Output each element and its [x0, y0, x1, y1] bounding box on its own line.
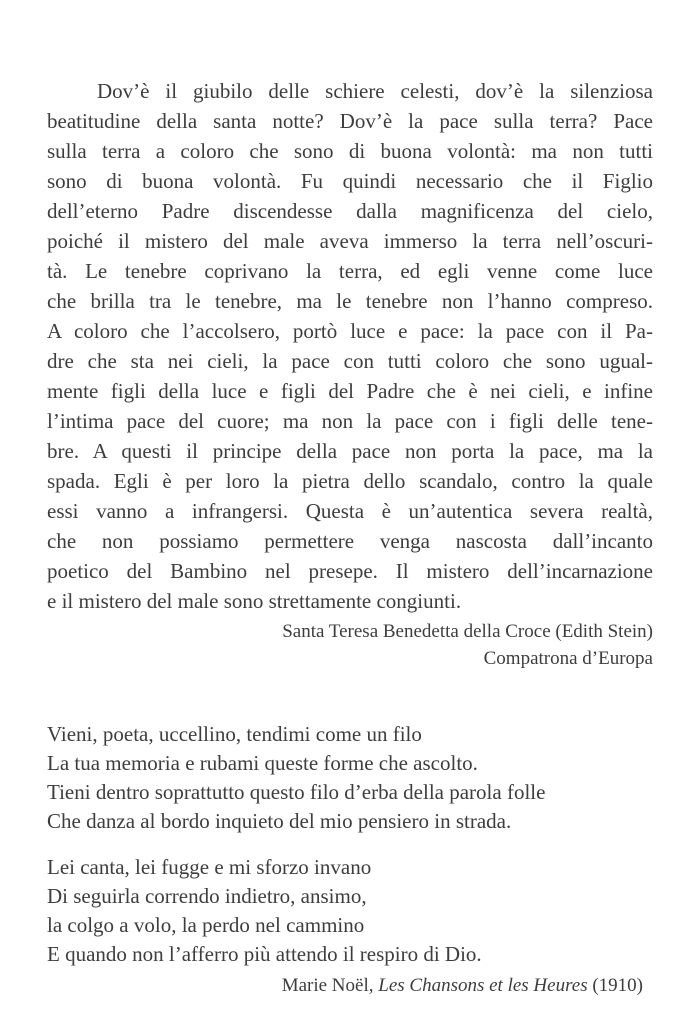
- quote-line: che non possiamo permettere venga nascosta dall’incanto: [47, 529, 653, 553]
- quote-attribution-author: Santa Teresa Benedetta della Croce (Edith Stein): [282, 621, 653, 642]
- quote-attribution-title: Compatrona d’Europa: [483, 648, 653, 669]
- poem-attribution-author: Marie Noël,: [281, 975, 379, 996]
- poem-line: Che danza al bordo inquieto del mio pensiero in strada.: [47, 809, 512, 833]
- poem-stanza-1: [47, 720, 653, 836]
- poem-line: La tua memoria e rubami queste forme che ascolto.: [47, 751, 478, 775]
- poem-attribution-year: (1910): [587, 975, 643, 996]
- poem-stanza-2: [47, 853, 653, 969]
- quote-line: poetico del Bambino nel presepe. Il mistero dell’incarnazione: [47, 559, 653, 583]
- poem-attribution-work-title: Les Chansons et les Heures: [378, 975, 588, 996]
- quote-line: poiché il mistero del male aveva immerso la terra nell’oscuri-: [47, 229, 653, 253]
- poem-line: Di seguirla correndo indietro, ansimo,: [47, 884, 367, 908]
- quote-line: mente figli della luce e figli del Padre che è nei cieli, e infine: [47, 379, 653, 403]
- poem-line: Tieni dentro soprattutto questo filo d’erba della parola folle: [47, 780, 546, 804]
- quote-line: bre. A questi il principe della pace non porta la pace, ma la: [47, 439, 653, 463]
- quote-line: e il mistero del male sono strettamente congiunti.: [47, 589, 462, 613]
- quote-line: l’intima pace del cuore; ma non la pace con i figli delle tene-: [47, 409, 653, 433]
- quote-line: A coloro che l’accolsero, portò luce e pace: la pace con il Pa-: [47, 319, 653, 343]
- quote-line: essi vanno a infrangersi. Questa è un’autentica severa realtà,: [47, 499, 653, 523]
- quote-attribution: [47, 618, 653, 672]
- quote-line: sono di buona volontà. Fu quindi necessario che il Figlio: [47, 169, 653, 193]
- quote-line: dell’eterno Padre discendesse dalla magnificenza del cielo,: [47, 199, 653, 223]
- quote-line: tà. Le tenebre coprivano la terra, ed egli venne come luce: [47, 259, 653, 283]
- quote-line: sulla terra a coloro che sono di buona volontà: ma non tutti: [47, 139, 653, 163]
- quote-line: dre che sta nei cieli, la pace con tutti coloro che sono ugual-: [47, 349, 653, 373]
- quote-line: che brilla tra le tenebre, ma le tenebre non l’hanno compreso.: [47, 289, 653, 313]
- quote-line: spada. Egli è per loro la pietra dello scandalo, contro la quale: [47, 469, 653, 493]
- poem-line: Lei canta, lei fugge e mi sforzo invano: [47, 855, 372, 879]
- quote-paragraph: [47, 76, 653, 616]
- poem-line: la colgo a volo, la perdo nel cammino: [47, 913, 365, 937]
- poem-attribution: [47, 972, 653, 1000]
- poem-line: Vieni, poeta, uccellino, tendimi come un filo: [47, 722, 422, 746]
- quote-line: beatitudine della santa notte? Dov’è la pace sulla terra? Pace: [47, 109, 653, 133]
- poem-line: E quando non l’afferro più attendo il respiro di Dio.: [47, 942, 482, 966]
- quote-line: Dov’è il giubilo delle schiere celesti, dov’è la silenziosa: [97, 79, 653, 103]
